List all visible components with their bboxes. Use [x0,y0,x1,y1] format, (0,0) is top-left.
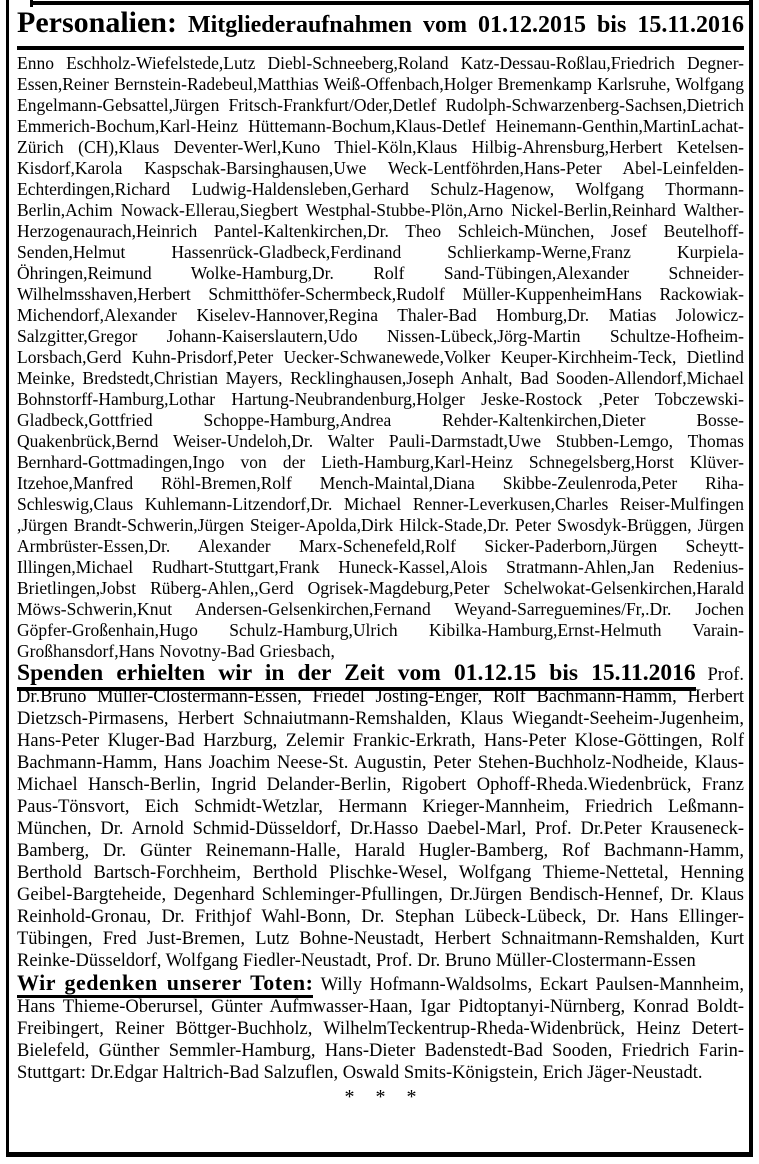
personalien-body: Enno Eschholz-Wiefelstede,Lutz Diebl-Schneeberg,Roland Katz-Dessau-Roßlau,Friedrich Degner-Essen,Reiner Bernstein-Radebeul,Matthias Weiß-Offenbach,Holger Bremenkamp Karlsruhe, Wolfgang Engelmann-Gebsattel,Jürgen Fritsch-Frankfurt/Oder,Detlef Rudolph-Schwarzenberg-Sachsen,Dietrich Emmerich-Bochum,Karl-Heinz Hüttemann-Bochum,Klaus-Detlef Heinemann-Genthin,MartinLachat-Zürich (CH),Klaus Deventer-Werl,Kuno Thiel-Köln,Klaus Hilbig-Ahrensburg,Herbert Ketelsen-Kisdorf,Karola Kaspschak-Barsinghausen,Uwe Weck-Lentföhrden,Hans-Peter Abel-Leinfelden-Echterdingen,Richard Ludwig-Haldensleben,Gerhard Schulz-Hagenow, Wolfgang Thormann-Berlin,Achim Nowack-Ellerau,Siegbert Westphal-Stubbe-Plön,Arno Nickel-Berlin,Reinhard Walther-Herzogenaurach,Heinrich Pantel-Kaltenkirchen,Dr. Theo Schleich-München, Josef Beutelhoff-Senden,Helmut Hassenrück-Gladbeck,Ferdinand Schlierkamp-Werne,Franz Kurpiela-Öhringen,Reimund Wolke-Hamburg,Dr. Rolf Sand-Tübingen,Alexander Schneider-Wilhelmsshaven,Herbert Schmitthöfer-Schermbeck,Rudolf Müller-KuppenheimHans Rackowiak-Michendorf,Alexander Kiselev-Hannover,Regina Thaler-Bad Homburg,Dr. Matias Jolowicz-Salzgitter,Gregor Johann-Kaiserslautern,Udo Nissen-Lübeck,Jörg-Martin Schultze-Hofheim-Lorsbach,Gerd Kuhn-Prisdorf,Peter Uecker-Schwanewede,Volker Keuper-Kirchheim-Teck, Dietlind Meinke, Bredstedt,Christian Mayers, Recklinghausen,Joseph Anhalt, Bad Sooden-Allendorf,Michael Bohnstorff-Hamburg,Lothar Hartung-Neubrandenburg,Holger Jeske-Rostock ,Peter Tobczewski-Gladbeck,Gottfried Schoppe-Hamburg,Andrea Rehder-Kaltenkirchen,Dieter Bosse-Quakenbrück,Bernd Weiser-Undeloh,Dr. Walter Pauli-Darmstadt,Uwe Stubben-Lemgo, Thomas Bernhard-Gottmadingen,Ingo von der Lieth-Hamburg,Karl-Heinz Schnegelsberg,Horst Klüver-Itzehoe,Manfred Röhl-Bremen,Rolf Mench-Maintal,Diana Skibbe-Zeulenroda,Peter Riha-Schleswig,Claus Kuhlemann-Litzendorf,Dr. Michael Renner-Leverkusen,Charles Reiser-Mulfingen ,Jürgen Brandt-Schwerin,Jürgen Steiger-Apolda,Dirk Hilck-Stade,Dr. Peter Swosdyk-Brüggen, Jürgen Armbrüster-Essen,Dr. Alexander Marx-Schenefeld,Rolf Sicker-Paderborn,Jürgen Scheytt-Illingen,Michael Rudhart-Stuttgart,Frank Huneck-Kassel,Alois Stratmann-Ahlen,Jan Redenius-Brietlingen,Jobst Rüberg-Ahlen,,Gerd Ogrisek-Magdeburg,Peter Schelwokat-Gelsenkirchen,Harald Möws-Schwerin,Knut Andersen-Gelsenkirchen,Fernand Weyand-Sarreguemines/Fr,.Dr. Jochen Göpfer-Großenhain,Hugo Schulz-Hamburg,Ulrich Kibilka-Hamburg,Ernst-Helmuth Varain-Großhansdorf,Hans Novotny-Bad Griesbach, [17,53,744,661]
toten-section [17,972,744,1084]
spenden-body: Prof. Dr.Bruno Müller-Clostermann-Essen, Friedel Josting-Enger, Rolf Bachmann-Hamm, Herbert Dietzsch-Pirmasens, Herbert Schnaiutmann-Remshalden, Klaus Wiegandt-Seeheim-Jugenheim, Hans-Peter Kluger-Bad Harzburg, Zelemir Frankic-Erkrath, Hans-Peter Klose-Göttingen, Rolf Bachmann-Hamm, Hans Joachim Neese-St. Augustin, Peter Stehen-Buchholz-Nodheide, Klaus-Michael Hansch-Berlin, Ingrid Delander-Berlin, Rigobert Ophoff-Rheda.Wiedenbrück, Franz Paus-Tönsvort, Eich Schmidt-Wetzlar, Hermann Krieger-Mannheim, Friedrich Leßmann-München, Dr. Arnold Schmid-Düsseldorf, Dr.Hasso Daebel-Marl, Prof. Dr.Peter Krauseneck-Bamberg, Dr. Günter Reinemann-Halle, Harald Hugler-Bamberg, Rof Bachmann-Hamm, Berthold Bartsch-Forchheim, Berthold Plischke-Wesel, Wolfgang Thieme-Nettetal, Henning Geibel-Bargteheide, Degenhard Schleminger-Pfullingen, Dr.Jürgen Bendisch-Hennef, Dr. Klaus Reinhold-Gronau, Dr. Frithjof Wahl-Bonn, Dr. Stephan Lübeck-Lübeck, Dr. Hans Ellinger-Tübingen, Fred Just-Bremen, Lutz Bohne-Neustadt, Herbert Schnaitmann-Remshalden, Kurt Reinke-Düsseldorf, Wolfgang Fiedler-Neustadt, Prof. Dr. Bruno Müller-Clostermann-Essen [17,665,745,971]
page-content [9,0,749,1152]
spenden-section [17,662,744,972]
personalien-heading-lead: Personalien: [17,6,177,39]
footer-asterisks: * * * [344,1086,417,1108]
page-frame [6,0,753,1157]
toten-heading: Wir gedenken unserer Toten: [17,970,313,998]
spenden-heading: Spenden erhielten wir in der Zeit vom 01.12.15 bis 15.11.2016 [17,660,696,691]
personalien-heading-rest: Mitgliederaufnahmen vom 01.12.2015 bis 15.11.2016 [187,12,744,38]
personalien-heading [17,4,744,50]
toten-body: Willy Hofmann-Waldsolms, Eckart Paulsen-Mannheim, Hans Thieme-Oberursel, Günter Aufmwasser-Haan, Igar Pidtoptanyi-Nürnberg, Konrad Boldt-Freibingert, Reiner Böttger-Buchholz, WilhelmTeckentrup-Rheda-Widenbrück, Heinz Detert-Bielefeld, Günther Semmler-Hamburg, Hans-Dieter Badenstedt-Bad Sooden, Friedrich Farin-Stuttgart: Dr.Edgar Haltrich-Bad Salzuflen, Oswald Smits-Königstein, Erich Jäger-Neustadt. [17,975,744,1083]
